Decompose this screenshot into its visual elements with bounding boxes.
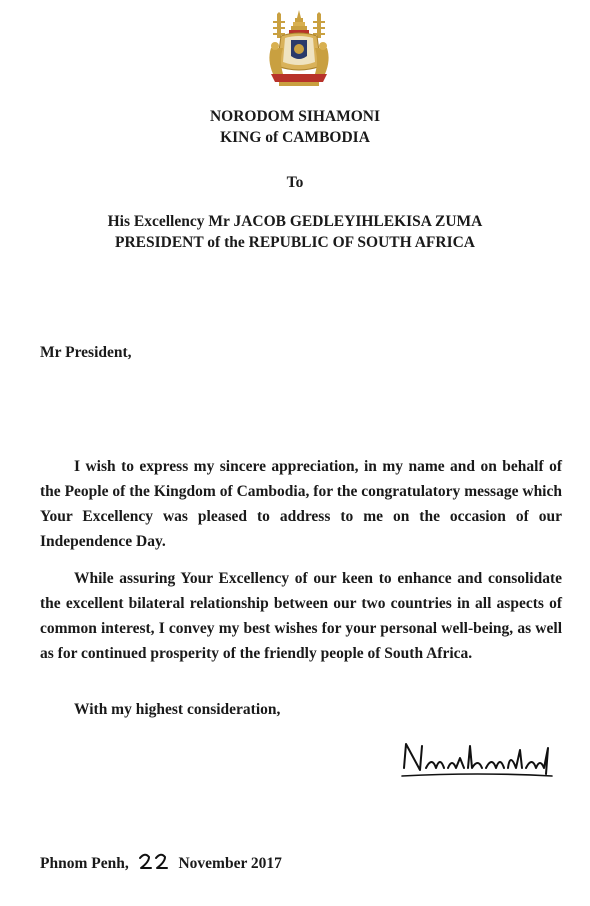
- date-month-year: November 2017: [178, 855, 282, 872]
- sender-block: [0, 106, 590, 148]
- handwritten-signature-icon: [398, 738, 556, 782]
- salutation: Mr President,: [40, 344, 132, 361]
- sender-title: KING of CAMBODIA: [220, 129, 370, 146]
- date-place: Phnom Penh,: [40, 855, 129, 872]
- closing-line: With my highest consideration,: [74, 701, 281, 718]
- sender-name: NORODOM SIHAMONI: [209, 108, 381, 125]
- recipient-block: [0, 211, 590, 253]
- to-label: To: [286, 174, 304, 191]
- recipient-title: PRESIDENT of the REPUBLIC OF SOUTH AFRICA: [115, 234, 475, 251]
- recipient-name: His Excellency Mr JACOB GEDLEYIHLEKISA ZUMA: [107, 213, 483, 230]
- body-paragraph-1: I wish to express my sincere appreciation, in my name and on behalf of the People of the Kingdom of Cambodia, for the congratulatory message which Your Excellency was pleased to address to me on the occasion of our Independence Day.: [40, 458, 562, 550]
- handwritten-day: [137, 852, 171, 872]
- royal-arms-of-cambodia-icon: [263, 8, 335, 88]
- dateline: [40, 852, 282, 873]
- body-paragraph-2: While assuring Your Excellency of our keen to enhance and consolidate the excellent bilateral relationship between our two countries in all aspects of common interest, I convey my best wishes for your personal well-being, as well as for continued prosperity of the friendly people of South Africa.: [40, 570, 562, 662]
